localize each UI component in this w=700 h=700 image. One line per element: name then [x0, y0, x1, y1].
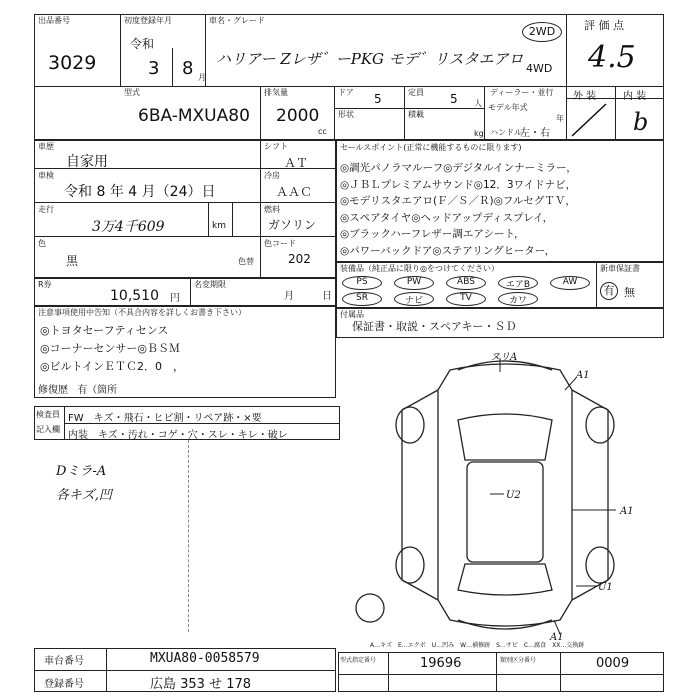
- inspector-label-top: 検査員: [36, 410, 60, 419]
- repair-history-label: 修復歴: [38, 385, 68, 396]
- interior-grade: b: [633, 108, 649, 136]
- plate-label: 登録番号: [44, 679, 84, 690]
- accessories-text: 保証書・取説・スペアキー・ＳＤ: [352, 320, 517, 333]
- model-year-label: モデル年式: [488, 103, 528, 112]
- color-change-label: 色替: [238, 257, 254, 266]
- lot-label: 出品番号: [38, 16, 70, 25]
- equip-aw: AW: [550, 276, 590, 290]
- inspection-year-unit: 年: [109, 184, 124, 200]
- name-change-label: 名変期限: [194, 280, 226, 289]
- displacement-label: 排気量: [264, 88, 288, 97]
- capacity: 5: [450, 92, 458, 106]
- displacement: 2000: [276, 106, 320, 126]
- diagram-mark: A1: [550, 632, 564, 640]
- sales-points-list: [340, 160, 577, 259]
- dealer-label: ディーラー・並行: [490, 88, 554, 97]
- plate-number: 広島 353 せ 178: [150, 677, 252, 692]
- inspection-era: 令和: [64, 184, 92, 200]
- new-warranty-label: 新車保証書: [600, 264, 640, 273]
- class-number: 0009: [596, 656, 630, 671]
- ac-label: 冷房: [264, 171, 280, 180]
- equip-navi: ナビ: [394, 292, 434, 306]
- drive-2wd: 2WD: [528, 25, 556, 38]
- handwritten-note-mirror: Dミラ-A: [56, 464, 107, 479]
- model-label: 型式: [124, 88, 140, 97]
- note-line: ◎トヨタセーフティセンス: [40, 324, 169, 337]
- ac: ＡＡＣ: [276, 185, 313, 199]
- fuel-label: 燃料: [264, 205, 280, 214]
- equip-sr: SR: [342, 292, 382, 306]
- equipment-label: 装備品（純正品に限り◎をつけてください）: [340, 264, 499, 273]
- equip-leather: カワ: [498, 292, 538, 306]
- sales-point-line: ◎ブラックハーフレザー調エアシート，: [340, 228, 525, 240]
- fuel: ガソリン: [268, 218, 317, 232]
- model-code: 6BA-MXUA80: [138, 106, 250, 126]
- inspection-month: 4: [128, 184, 138, 200]
- shift: ＡＴ: [284, 156, 309, 170]
- inspection-date: 令和 8 年 4 月（24）日: [64, 184, 216, 200]
- car-damage-diagram: [340, 350, 670, 640]
- score-value: 4.5: [588, 40, 636, 75]
- notes-label: 注意事項使用中告知（不具合内容を詳しくお書き下さい）: [38, 308, 246, 317]
- damage-legend: A…キズ E…エクボ U…凹み W…補修跡 S…サビ C…腐食 XX…交換跡: [370, 642, 585, 649]
- doors: 5: [374, 92, 382, 106]
- inspection-day: 24: [169, 184, 188, 200]
- first-reg-month: 8: [182, 58, 194, 79]
- first-reg-year: 3: [148, 58, 160, 79]
- recycle-amount: 10,510: [110, 288, 159, 304]
- repair-history: [38, 381, 117, 396]
- handle-label: ハンドル: [490, 128, 522, 137]
- inspector-row-fw: FW キズ・飛石・ヒビ割・リペア跡・×要: [68, 413, 262, 424]
- inspector-row-interior: 内装 キズ・汚れ・コゲ・穴・スレ・キレ・破レ: [68, 430, 288, 441]
- car-name: ハリアー Zレザ゛ーPKG モデ゛リスタエアロ: [216, 50, 524, 68]
- score-label: 評 価 点: [584, 19, 624, 32]
- lot-number: 3029: [48, 52, 97, 74]
- drive-4wd: 4WD: [526, 62, 553, 75]
- sales-point-line: ◎調光パノラマルーフ◎デジタルインナーミラー，: [340, 162, 577, 174]
- inspection-year: 8: [96, 184, 106, 200]
- sales-point-line: ◎ＪＢＬプレミアムサウンド◎12．3ワイドナビ，: [340, 178, 577, 191]
- note-line: ◎ビルトインＥＴＣ2．0 ，: [40, 360, 185, 373]
- interior-label: 内 装: [623, 91, 647, 102]
- color-code: 202: [288, 252, 311, 266]
- warranty-yes: 有: [603, 284, 615, 297]
- accessories-label: 付属品: [340, 310, 364, 319]
- sales-point-line: ◎モデリスタエアロ(Ｆ／Ｓ／Ｒ)◎フルセグＴＶ，: [340, 195, 576, 207]
- mileage: 3万4千609: [92, 219, 165, 235]
- handwritten-note-scratches: 各キズ,凹: [56, 488, 112, 503]
- type-cert-number: 19696: [420, 656, 462, 671]
- notes-list: [40, 322, 184, 376]
- warranty-no: 無: [624, 286, 635, 299]
- inspection-day-unit: 日: [201, 184, 216, 200]
- diagram-mark: ヌリA: [490, 352, 518, 363]
- capacity-unit: 人: [474, 99, 482, 108]
- equip-airbag: エアB: [498, 276, 538, 290]
- doors-label: ドア: [338, 88, 354, 97]
- shift-label: シフト: [264, 142, 288, 151]
- usage-label: 車歴: [38, 142, 54, 151]
- recycle-yen: 円: [170, 293, 180, 304]
- handle-options: 左・右: [520, 128, 550, 139]
- diagram-mark: A1: [576, 370, 590, 381]
- name-change-day: 日: [322, 291, 332, 302]
- equip-abs: ABS: [446, 276, 486, 290]
- diagram-mark: A1: [620, 506, 634, 517]
- equip-tv: TV: [446, 292, 486, 306]
- load-label: 積載: [408, 110, 424, 119]
- km-unit: km: [212, 221, 226, 231]
- color-code-label: 色コード: [264, 239, 296, 248]
- drive-2wd-circle: [522, 22, 562, 42]
- shape-label: 形状: [338, 110, 354, 119]
- warranty-yes-circle: [600, 282, 618, 300]
- inspection-label: 車検: [38, 171, 54, 180]
- note-line: ◎コーナーセンサー◎ＢＳＭ: [40, 342, 180, 355]
- equip-pw: PW: [394, 276, 434, 290]
- color-label: 色: [38, 239, 46, 248]
- chassis-label: 車台番号: [44, 656, 84, 667]
- usage: 自家用: [66, 154, 108, 170]
- displacement-unit: cc: [318, 127, 327, 136]
- first-reg-era: 令和: [130, 37, 155, 51]
- inspection-month-unit: 月: [141, 184, 156, 200]
- repair-history-value: 有（箇所: [77, 385, 118, 396]
- capacity-label: 定員: [408, 88, 424, 97]
- type-cert-label: 型式指定番号: [340, 657, 377, 664]
- car-name-label: 車名・グレード: [209, 16, 265, 25]
- sales-point-line: ◎パワーバックドア◎ステアリングヒーター，: [340, 244, 556, 257]
- diagram-mark: U2: [506, 490, 521, 501]
- recycle-label: R券: [38, 280, 52, 289]
- exterior-label: 外 装: [573, 91, 597, 102]
- equip-ps: PS: [342, 276, 382, 290]
- first-reg-month-unit: 月: [198, 73, 206, 82]
- year-unit: 年: [556, 114, 564, 123]
- name-change-month: 月: [284, 291, 294, 302]
- chassis-number: MXUA80-0058579: [150, 651, 260, 666]
- mileage-label: 走行: [38, 205, 54, 214]
- color: 黒: [66, 254, 79, 268]
- sales-point-line: ◎スペアタイヤ◎ヘッドアップディスプレイ，: [340, 211, 554, 224]
- inspector-label-bottom: 記入欄: [36, 425, 60, 434]
- diagram-mark: U1: [598, 582, 613, 593]
- class-number-label: 類別区分番号: [500, 657, 537, 664]
- first-reg-label: 初度登録年月: [124, 16, 172, 25]
- exterior-slash-mark: [566, 98, 615, 140]
- kg-label: kg: [474, 129, 484, 138]
- sales-points-title: セールスポイント(正常に機能するものに限ります): [340, 143, 522, 152]
